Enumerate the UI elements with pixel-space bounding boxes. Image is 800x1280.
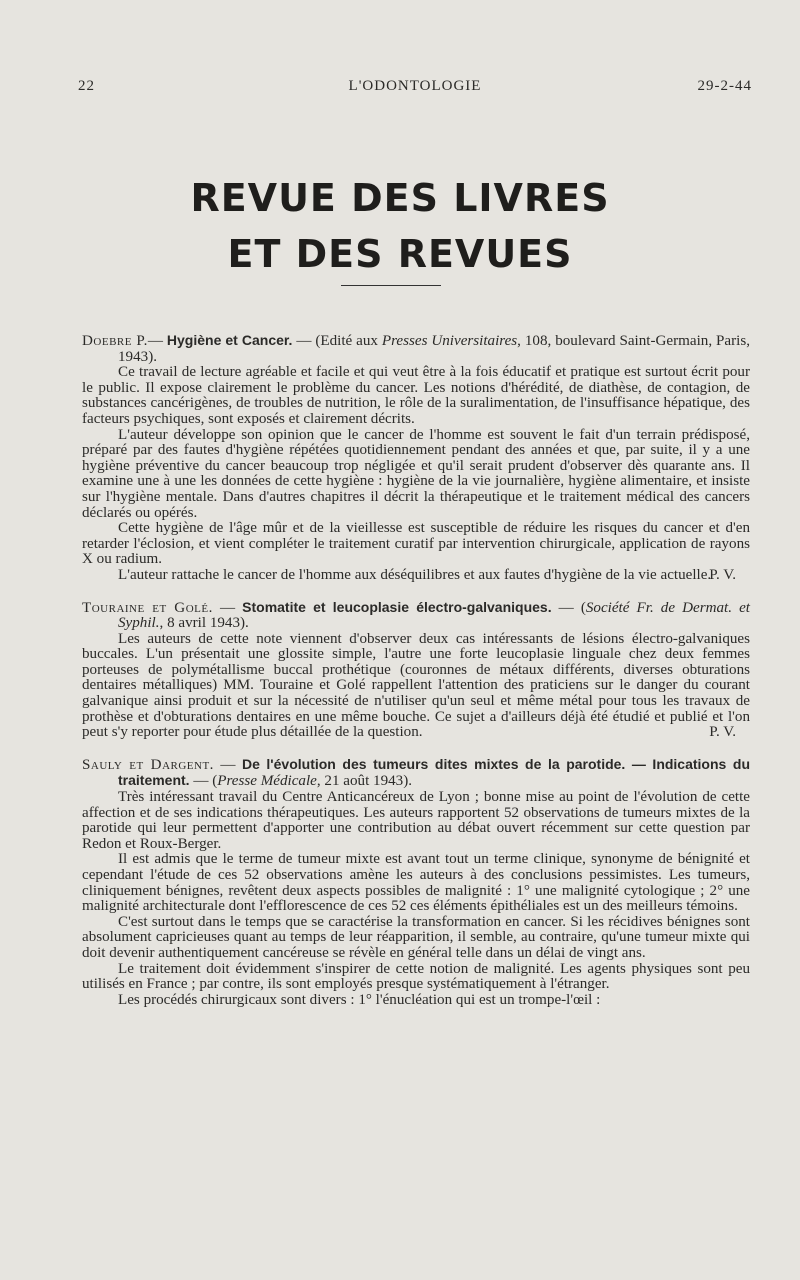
review-work-title: Hygiène et Cancer. [166,332,293,348]
review-paragraph: Les procédés chirurgicaux sont divers : 1° l'énucléation qui est un trompe-l'œil : [118,991,601,1008]
review-author: Doebre P. [82,333,148,349]
title-divider [341,285,441,286]
review-publisher: Société Fr. de Dermat. et Syphil. [118,599,750,632]
issue-date: 29-2-44 [697,78,752,94]
section-title-line-2: ET DES REVUES [227,232,573,276]
review-heading: Touraine et Golé. — Stomatite et leucoplasie électro-galvaniques. — (Société Fr. de Dermat. et Syphil., 8 avril 1943). [82,598,750,632]
review-paragraph: Le traitement doit évidemment s'inspirer de cette notion de malignité. Les agents physiques sont peu utilisés en France ; par contre, ils sont employés presque systématiquement à l'étranger. [82,960,750,993]
review-heading: Doebre P.— Hygiène et Cancer. — (Edité aux Presses Universitaires, 108, boulevard Saint-Germain, Paris, 1943). [82,332,750,365]
review-paragraph: C'est surtout dans le temps que se caractérise la transformation en cancer. Si les récidives bénignes sont absolument capricieuses quant au temps de leur réapparition, il semble, au contraire, qu'une tumeur mixte qui doit devenir authentiquement cancéreuse se révèle en général telle dans un délai de vingt ans. [82,913,750,961]
review-paragraph: Il est admis que le terme de tumeur mixte est avant tout un terme clinique, synonyme de bénignité et cependant l'étude de ces 52 observations amène les auteurs à des conclusions pessimistes. Les tumeurs, cliniquement bénignes, revêtent deux aspects possibles de malignité : 1° une malignité cytologique ; 2° une malignité architecturale dont l'efflorescence de ces 52 ces éléments épithéliales est un des meilleurs témoins. [82,851,750,915]
review-work-title: Stomatite et leucoplasie électro-galvaniques. [242,598,552,615]
review-author: Touraine et Golé. [82,599,213,616]
review-work-title: De l'évolution des tumeurs dites mixtes de la parotide. — Indications du traitement. [118,755,750,789]
reviews-body [82,333,750,1024]
review-signature: P. V. [709,724,736,741]
review-publisher: Presse Médicale [217,773,317,790]
journal-title: L'ODONTOLOGIE [348,78,482,94]
page-number: 22 [78,78,95,94]
review-heading: Sauly et Dargent. — De l'évolution des tumeurs dites mixtes de la parotide. — Indications du traitement. — (Presse Médicale, 21 août 1943). [82,755,750,790]
review-paragraph: L'auteur développe son opinion que le cancer de l'homme est souvent le fait d'un terrain prédisposé, préparé par des fautes d'hygiène répétées quotidiennement pendant des années et que, par suite, il y a une hygiène préventive du cancer beaucoup trop négligée et qu'il serait prudent d'observer dès quarante ans. Il examine une à une les données de cette hygiène : hygiène de la vie journalière, hygiène alimentaire, et insiste sur l'hygiène mentale. Dans d'autres chapitres il décrit la thérapeutique et le traitement médical des cancers déclarés ou opérés. [82,426,750,521]
review-author: Sauly et Dargent. [82,756,214,773]
review-paragraph: Cette hygiène de l'âge mûr et de la vieillesse est susceptible de réduire les risques du cancer et d'en retarder l'éclosion, et vient compléter le traitement curatif par intervention chirurgicale, application de rayons X ou radium. [82,520,750,568]
review-entry [82,333,750,584]
review-paragraph: Très intéressant travail du Centre Anticancéreux de Lyon ; bonne mise au point de l'évolution de cette affection et de ses indications thérapeutiques. Les auteurs rapportent 52 observations de tumeurs mixtes de la parotide qui leur permettent d'apporter une contribution au débat ouvert récemment sur cette question par Redon et Roux-Berger. [82,789,750,852]
section-title [0,170,800,282]
section-title-line-1: REVUE DES LIVRES [190,176,610,220]
review-paragraph: L'auteur rattache le cancer de l'homme aux déséquilibres et aux fautes d'hygiène de la vie actuelle. [118,566,712,583]
review-publisher: Presses Universitaires [381,333,518,349]
review-paragraph: Les auteurs de cette note viennent d'observer deux cas intéressants de lésions électro-galvaniques buccales. L'un présentait une glossite simple, l'autre une forte leucoplasie linguale chez deux femmes porteuses de polymétallisme buccal prothétique (couronnes de métaux différents, diverses obturations dentaires métalliques) MM. Touraine et Golé rappellent l'attention des praticiens sur le danger du courant galvanique ainsi produit et sur la nécessité de n'utiliser qu'un seul et même métal pour tous les travaux de prothèse et d'obturations dentaires en une même bouche. Ce sujet a d'ailleurs déjà été étudié et publié et l'on peut s'y reporter pour étude plus détaillée de la question. [82,630,750,741]
review-entry [82,757,750,1009]
review-signature: P. V. [709,566,736,583]
review-entry [82,600,750,741]
review-paragraph: Ce travail de lecture agréable et facile et qui veut être à la fois éducatif et pratique est surtout écrit pour le public. Il expose clairement le problème du cancer. Les notions d'hérédité, de diathèse, de contagion, de substances cancérigènes, de troubles de nutrition, le rôle de la suralimentation, de l'insuffisance hépatique, des facteurs psychiques, sont exposés et clairement décrits. [82,364,750,427]
